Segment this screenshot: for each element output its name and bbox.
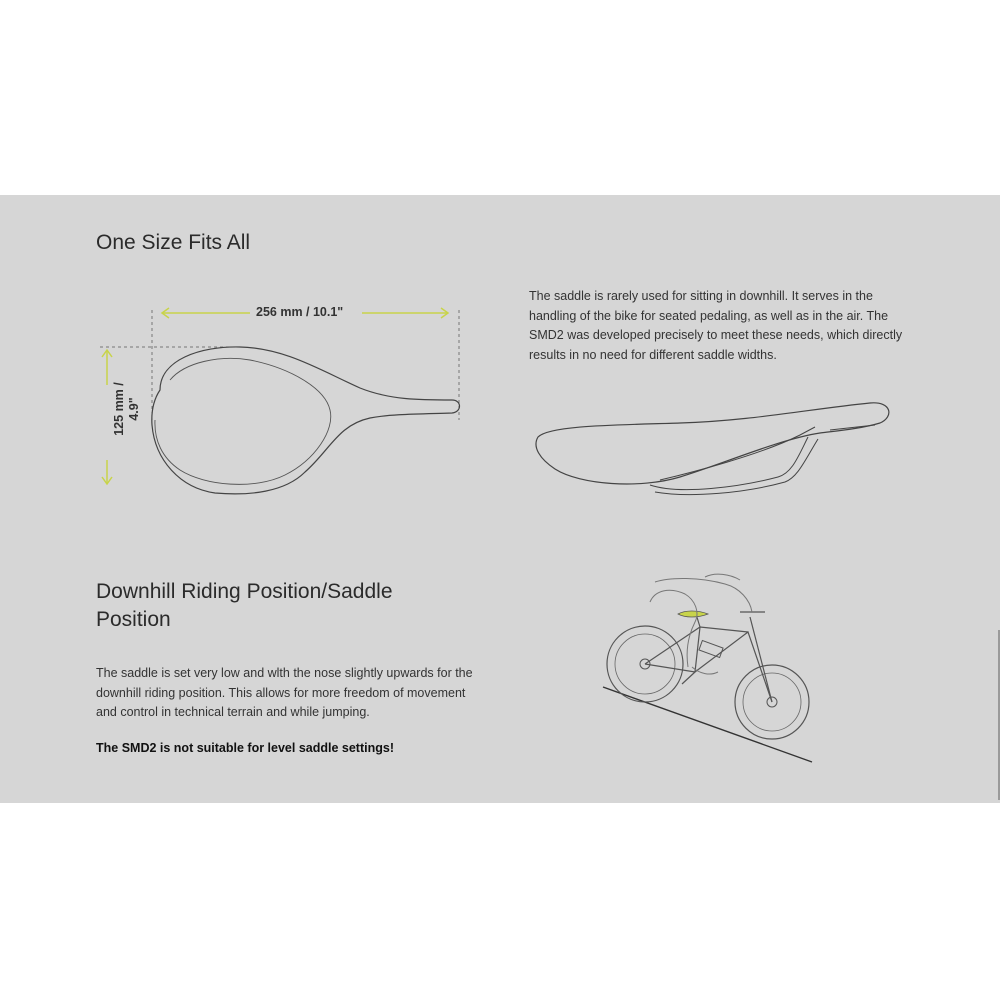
section-title-one-size: One Size Fits All <box>96 231 251 254</box>
section-title-line1: Downhill Riding Position/Saddle <box>96 580 393 603</box>
saddle-width-label <box>112 374 142 444</box>
section2-description: The saddle is set very low and wlth the nose slightly upwards for the downhill riding position. This allows for more freedom of movement and control in technical terrain and while jumping. <box>96 666 473 719</box>
saddle-width-label-in: 4.9" <box>127 397 141 421</box>
section1-description: The saddle is rarely used for sitting in downhill. It serves in the handling of the bike for seated pedaling, as well as in the air. The SMD2 was developed precisely to meet these needs, which directly results in no need for different saddle widths. <box>529 289 903 362</box>
rider-downhill-illustration <box>600 572 815 764</box>
section-title-riding-position <box>96 578 393 634</box>
saddle-side-view-illustration <box>530 395 900 500</box>
saddle-length-label: 256 mm / 10.1" <box>256 305 344 319</box>
saddle-top-view-illustration <box>90 300 470 500</box>
section-title-line2: Position <box>96 608 171 631</box>
section2-warning: The SMD2 is not suitable for level saddle settings! <box>96 741 394 755</box>
saddle-width-label-mm: 125 mm / <box>112 382 126 436</box>
